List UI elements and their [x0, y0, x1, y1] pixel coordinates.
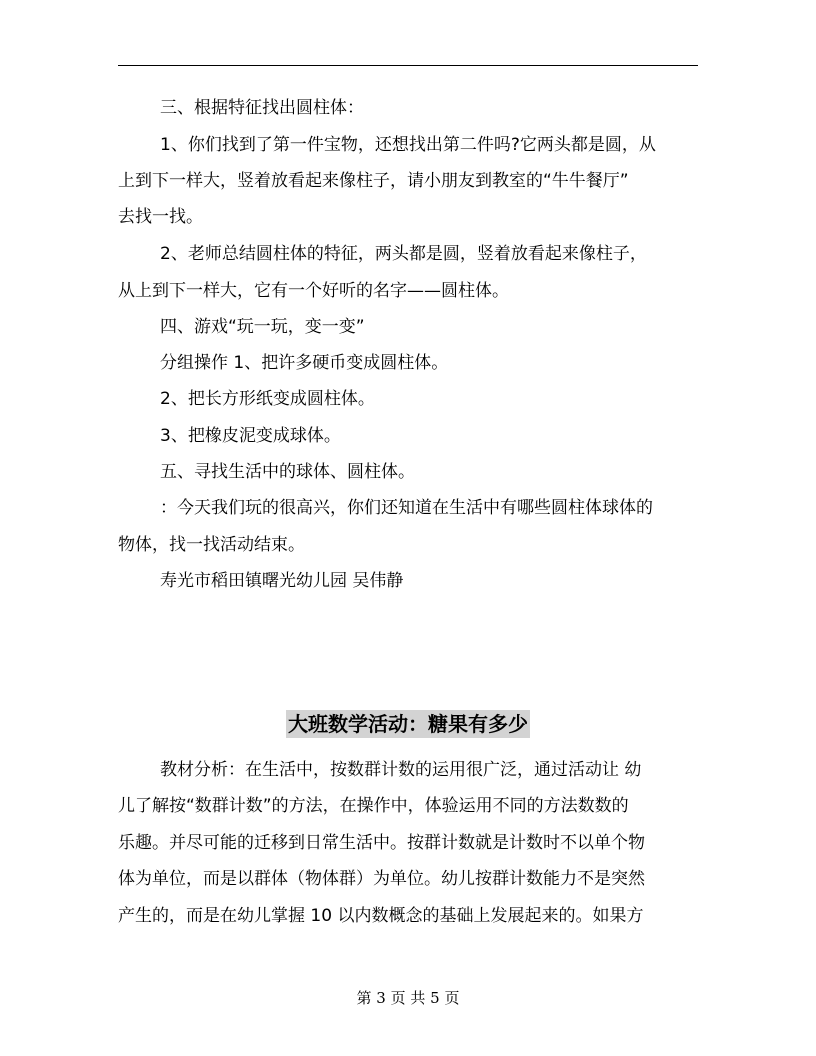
header-rule — [118, 65, 698, 66]
section-title-wrap — [0, 710, 816, 738]
paragraph-line: 上到下一样大，竖着放看起来像柱子，请小朋友到教室的“牛牛餐厅” — [118, 171, 629, 191]
page-number: 第 3 页 共 5 页 — [356, 989, 460, 1007]
paragraph-line: 2、老师总结圆柱体的特征，两头都是圆，竖着放看起来像柱子， — [160, 244, 647, 264]
heading-find-cylinder: 三、根据特征找出圆柱体： — [160, 98, 364, 118]
heading-find-in-life: 五、寻找生活中的球体、圆柱体。 — [160, 462, 415, 482]
paragraph-line: 3、把橡皮泥变成球体。 — [160, 426, 341, 446]
heading-game: 四、游戏“玩一玩，变一变” — [160, 317, 365, 337]
paragraph-line: ：今天我们玩的很高兴，你们还知道在生活中有哪些圆柱体球体的 — [160, 498, 653, 518]
paragraph-line: 乐趣。并尽可能的迁移到日常生活中。按群计数就是计数时不以单个物 — [118, 833, 645, 853]
paragraph-line: 去找一找。 — [118, 207, 203, 227]
section-title: 大班数学活动：糖果有多少 — [288, 712, 528, 736]
paragraph-line: 教材分析：在生活中，按数群计数的运用很广泛，通过活动让 幼 — [160, 760, 642, 780]
paragraph-line: 产生的，而是在幼儿掌握 10 以内数概念的基础上发展起来的。如果方 — [118, 906, 644, 926]
paragraph-line: 1、你们找到了第一件宝物，还想找出第二件吗?它两头都是圆，从 — [160, 135, 656, 155]
paragraph-line: 儿了解按“数群计数”的方法，在操作中，体验运用不同的方法数数的 — [118, 796, 629, 816]
paragraph-line: 分组操作 1、把许多硬币变成圆柱体。 — [160, 353, 449, 373]
paragraph-line: 2、把长方形纸变成圆柱体。 — [160, 389, 375, 409]
paragraph-line: 物体，找一找活动结束。 — [118, 535, 305, 555]
paragraph-line: 从上到下一样大，它有一个好听的名字——圆柱体。 — [118, 281, 509, 301]
paragraph-line: 体为单位，而是以群体（物体群）为单位。幼儿按群计数能力不是突然 — [118, 869, 645, 889]
author-line: 寿光市稻田镇曙光幼儿园 吴伟静 — [160, 571, 404, 591]
